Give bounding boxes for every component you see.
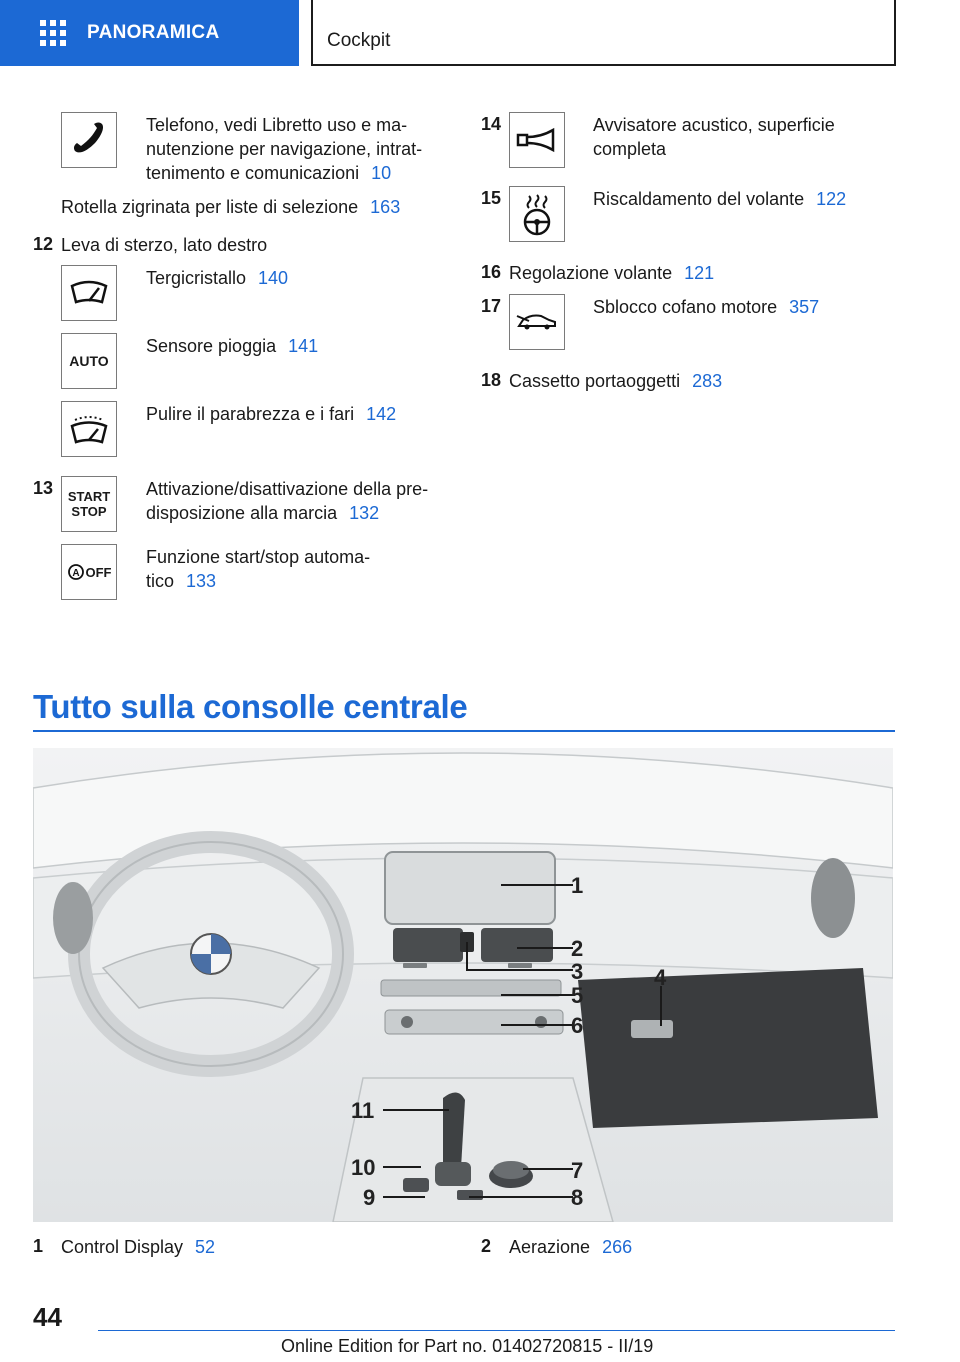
callout-8: 8 bbox=[571, 1185, 584, 1210]
item-12-number: 12 bbox=[33, 234, 54, 254]
thumbwheel-text: Rotella zigrinata per liste di selezione bbox=[61, 197, 359, 217]
item-17-entry bbox=[593, 295, 819, 319]
callout-11: 11 bbox=[351, 1098, 375, 1123]
section-header-label: Cockpit bbox=[327, 30, 391, 51]
phone-page-link[interactable]: 10 bbox=[371, 163, 392, 183]
rain-text: Sensore pioggia bbox=[146, 336, 277, 356]
rain-entry bbox=[146, 334, 318, 358]
center-console-illustration bbox=[33, 748, 893, 1222]
legend-2-page-link[interactable]: 266 bbox=[602, 1237, 633, 1257]
legend-1-entry bbox=[61, 1235, 215, 1259]
callout-4: 4 bbox=[654, 965, 667, 990]
auto-icon-label: AUTO bbox=[69, 352, 109, 369]
item-15-number: 15 bbox=[481, 188, 502, 208]
off-label: OFF bbox=[85, 564, 112, 580]
callout-10: 10 bbox=[351, 1155, 376, 1180]
legend-1-text: Control Display bbox=[61, 1237, 184, 1257]
footer-edition: Online Edition for Part no. 01402720815 - II/19 bbox=[281, 1336, 654, 1356]
item-15-text: Riscaldamento del volante bbox=[593, 189, 805, 209]
item-13-number: 13 bbox=[33, 478, 54, 498]
item-18-number: 18 bbox=[481, 370, 502, 390]
washer-page-link[interactable]: 142 bbox=[366, 404, 397, 424]
item-16-text: Regolazione volante bbox=[509, 263, 673, 283]
auto-start-stop-text: Funzione start/stop automa- tico bbox=[146, 547, 371, 591]
phone-text: Telefono, vedi Libretto uso e ma- nutenzione per navigazione, intrat- tenimento e comunicazioni bbox=[146, 115, 423, 183]
washer-entry bbox=[146, 402, 396, 426]
chapter-tab-label: PANORAMICA bbox=[87, 22, 220, 43]
steering-heat-icon bbox=[509, 186, 565, 242]
wiper-page-link[interactable]: 140 bbox=[258, 268, 289, 288]
thumbwheel-entry bbox=[61, 195, 400, 219]
item-14-entry bbox=[593, 113, 883, 161]
footer-rule bbox=[98, 1330, 895, 1331]
callout-1: 1 bbox=[571, 873, 584, 898]
item-18-entry bbox=[509, 369, 722, 393]
rain-page-link[interactable]: 141 bbox=[288, 336, 319, 356]
start-label: START bbox=[67, 489, 111, 504]
item-18-page-link[interactable]: 283 bbox=[692, 371, 723, 391]
item-18-text: Cassetto portaoggetti bbox=[509, 371, 681, 391]
hood-release-icon bbox=[509, 294, 565, 350]
callout-2: 2 bbox=[571, 936, 584, 961]
item-16-number: 16 bbox=[481, 262, 502, 282]
auto-icon bbox=[61, 333, 117, 389]
dashboard-drawing bbox=[33, 748, 893, 1222]
phone-icon bbox=[61, 112, 117, 168]
item-14-text: Avvisatore acustico, superficie completa bbox=[593, 115, 835, 159]
section-header bbox=[311, 0, 896, 66]
wiper-icon bbox=[61, 265, 117, 321]
item-15-entry bbox=[593, 187, 846, 211]
callout-9: 9 bbox=[363, 1185, 376, 1210]
stop-label: STOP bbox=[71, 504, 107, 519]
item-13-page-link[interactable]: 132 bbox=[349, 503, 380, 523]
chapter-tab[interactable] bbox=[0, 0, 299, 66]
item-17-number: 17 bbox=[481, 296, 502, 316]
item-16-page-link[interactable]: 121 bbox=[684, 263, 715, 283]
phone-entry-text bbox=[146, 113, 446, 185]
section-rule bbox=[33, 730, 895, 732]
item-13-entry bbox=[146, 477, 446, 525]
item-14-number: 14 bbox=[481, 114, 502, 134]
legend-2-number: 2 bbox=[481, 1236, 492, 1256]
auto-start-stop-off-icon bbox=[61, 544, 117, 600]
grid-menu-icon bbox=[40, 20, 66, 46]
start-stop-icon bbox=[61, 476, 117, 532]
callout-5: 5 bbox=[571, 983, 584, 1008]
item-16-entry bbox=[509, 261, 714, 285]
item-15-page-link[interactable]: 122 bbox=[816, 189, 847, 209]
legend-1-page-link[interactable]: 52 bbox=[195, 1237, 216, 1257]
page-number: 44 bbox=[33, 1302, 62, 1332]
legend-2-text: Aerazione bbox=[509, 1237, 591, 1257]
washer-text: Pulire il parabrezza e i fari bbox=[146, 404, 355, 424]
item-17-text: Sblocco cofano motore bbox=[593, 297, 778, 317]
item-12-text: Leva di sterzo, lato destro bbox=[61, 235, 268, 255]
auto-start-stop-page-link[interactable]: 133 bbox=[186, 571, 217, 591]
washer-icon bbox=[61, 401, 117, 457]
horn-icon bbox=[509, 112, 565, 168]
legend-2-entry bbox=[509, 1235, 632, 1259]
callout-6: 6 bbox=[571, 1013, 584, 1038]
thumbwheel-page-link[interactable]: 163 bbox=[370, 197, 401, 217]
legend-1-number: 1 bbox=[33, 1236, 44, 1256]
section-title: Tutto sulla consolle centrale bbox=[33, 688, 468, 725]
callout-7: 7 bbox=[571, 1158, 584, 1183]
wiper-entry bbox=[146, 266, 288, 290]
item-13-text: Attivazione/disattivazione della pre- disposizione alla marcia bbox=[146, 479, 429, 523]
auto-start-stop-entry bbox=[146, 545, 446, 593]
svg-text:A: A bbox=[71, 568, 80, 579]
wiper-text: Tergicristallo bbox=[146, 268, 247, 288]
item-17-page-link[interactable]: 357 bbox=[789, 297, 820, 317]
callout-3: 3 bbox=[571, 959, 584, 984]
